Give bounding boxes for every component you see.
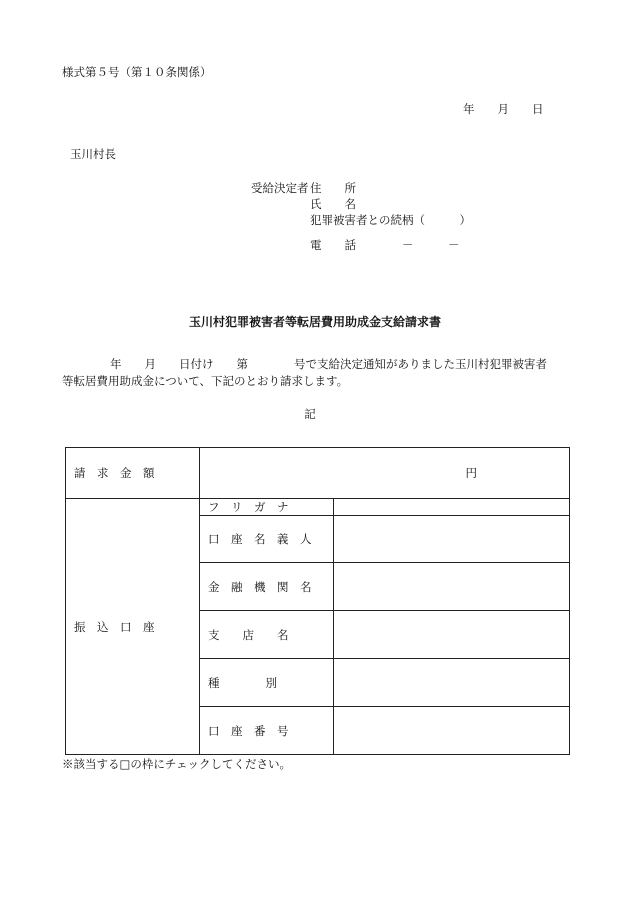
branch-input[interactable]: [334, 611, 570, 659]
holder-input[interactable]: [334, 516, 570, 563]
footnote: ※該当する□の枠にチェックしてください。: [62, 757, 292, 771]
type-input[interactable]: [334, 659, 570, 707]
document-title: 玉川村犯罪被害者等転居費用助成金支給請求書: [188, 315, 441, 329]
account-number-label: 口 座 番 号: [200, 707, 334, 755]
body-line-2: 等転居費用助成金について、下記のとおり請求します。: [62, 374, 349, 388]
body-line-1: 年 月 日付け 第 号で支給決定通知がありました玉川村犯罪被害者: [110, 357, 547, 371]
branch-label: 支 店 名: [200, 611, 334, 659]
applicant-label: 受給決定者: [251, 181, 309, 195]
ki-heading: 記: [304, 407, 316, 421]
amount-label-cell: [66, 448, 200, 499]
holder-label: 口 座 名 義 人: [200, 516, 334, 563]
address-label: 住 所: [310, 181, 356, 195]
account-label: 振 込 口 座: [74, 619, 155, 634]
request-table: [65, 447, 570, 755]
amount-label: 請 求 金 額: [74, 466, 155, 480]
yen-unit: 円: [465, 466, 477, 480]
amount-input-cell[interactable]: [200, 448, 570, 499]
table-row: [66, 499, 570, 516]
phone-label: 電 話 － －: [310, 238, 460, 252]
form-number: 様式第５号（第１０条関係）: [62, 65, 212, 79]
date-line: 年 月 日: [463, 102, 544, 116]
addressee: 玉川村長: [70, 147, 116, 161]
account-number-input[interactable]: [334, 707, 570, 755]
name-label: 氏 名: [310, 197, 356, 211]
bank-input[interactable]: [334, 563, 570, 611]
account-label-cell: [66, 499, 200, 755]
amount-row: [66, 448, 570, 499]
relation-label: 犯罪被害者との続柄（ ）: [310, 213, 471, 227]
bank-label: 金 融 機 関 名: [200, 563, 334, 611]
furigana-label: フ リ ガ ナ: [200, 499, 334, 516]
furigana-input[interactable]: [334, 499, 570, 516]
type-label: 種 別: [200, 659, 334, 707]
